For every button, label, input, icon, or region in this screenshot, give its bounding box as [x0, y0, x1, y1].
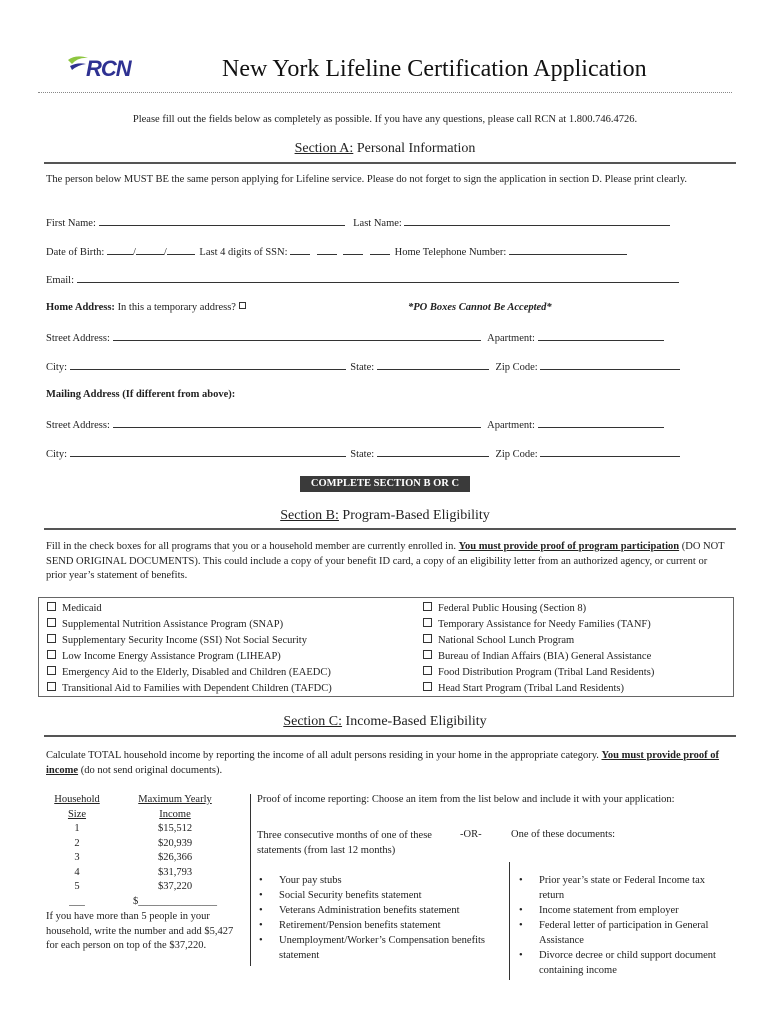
- last-name-field[interactable]: [404, 216, 670, 226]
- household-size: 1: [74, 823, 80, 834]
- section-a-rule: [44, 162, 736, 164]
- street-address-field[interactable]: [113, 331, 481, 341]
- documents-list: [517, 873, 729, 978]
- first-name-label: First Name:: [46, 218, 96, 229]
- intro-text: Please fill out the fields below as completely as possible. If you have any questions, please call RCN at 1.800.746.4726.: [132, 114, 638, 125]
- household-size: 5: [74, 881, 80, 892]
- rcn-logo: [66, 54, 146, 84]
- checkbox[interactable]: [423, 682, 432, 691]
- checkbox[interactable]: [423, 602, 432, 611]
- section-c-proof-required: You must provide proof of income: [46, 750, 719, 776]
- program-label: Transitional Aid to Families with Dependent Children (TAFDC): [62, 683, 332, 694]
- ssn-digit-3[interactable]: [343, 245, 363, 255]
- mailing-city-row: [46, 447, 680, 460]
- checkbox[interactable]: [47, 650, 56, 659]
- program-label: Supplemental Nutrition Assistance Program (SNAP): [62, 619, 284, 630]
- three-months-list: [257, 873, 509, 963]
- complete-section-banner: COMPLETE SECTION B OR C: [300, 476, 470, 492]
- program-checkbox-item[interactable]: [423, 681, 654, 697]
- section-c-title: [38, 714, 732, 730]
- program-checkbox-item[interactable]: [423, 601, 654, 617]
- list-item: • Veterans Administration benefits statement: [257, 903, 509, 918]
- name-row: [46, 216, 670, 229]
- program-label: Supplementary Security Income (SSI) Not Social Security: [62, 635, 307, 646]
- income-table-header-2: [46, 808, 242, 823]
- max-income: $37,220: [157, 881, 193, 892]
- household-size: 2: [74, 837, 80, 849]
- home-address-label: Home Address:: [46, 302, 115, 313]
- checkbox[interactable]: [47, 618, 56, 627]
- col-header-income: Income: [159, 808, 191, 820]
- mailing-apartment-label: Apartment:: [487, 420, 535, 431]
- income-table-header: [46, 793, 242, 808]
- mailing-city-label: City:: [46, 449, 68, 460]
- list-item: • Retirement/Pension benefits statement: [257, 918, 509, 933]
- household-size: 3: [74, 852, 80, 863]
- mailing-zip-label: Zip Code:: [495, 449, 538, 460]
- header-divider: [38, 92, 732, 93]
- household-size: 4: [74, 866, 80, 878]
- section-b-rule: [44, 528, 736, 530]
- section-a-prefix: Section A:: [294, 141, 354, 156]
- col-header-size: Size: [67, 808, 87, 820]
- section-a-title: [38, 141, 732, 157]
- more-than-5-note: If you have more than 5 people in your household, write the number and add $5,427 for each person on top of the $37,220.: [46, 911, 234, 951]
- income-table: [46, 793, 242, 909]
- three-months-text: Three consecutive months of one of these statements (from last 12 months): [257, 830, 432, 856]
- mailing-apartment-field[interactable]: [538, 418, 664, 428]
- checkbox[interactable]: [47, 602, 56, 611]
- city-label: City:: [46, 362, 68, 373]
- section-b-name: Program-Based Eligibility: [342, 508, 490, 523]
- state-field[interactable]: [377, 360, 489, 370]
- dob-month-field[interactable]: [107, 245, 133, 255]
- ssn-digit-1[interactable]: [290, 245, 310, 255]
- section-b-proof-required: You must provide proof of program participation: [458, 541, 680, 552]
- program-label: Medicaid: [62, 603, 102, 614]
- city-row: [46, 360, 680, 373]
- mailing-state-field[interactable]: [377, 447, 489, 457]
- mailing-street-row: [46, 418, 664, 431]
- table-row: [46, 866, 242, 881]
- or-text: -OR-: [460, 829, 482, 840]
- mailing-address-label: Mailing Address (If different from above):: [46, 389, 236, 400]
- program-checkbox-item[interactable]: [423, 617, 654, 633]
- mailing-city-field[interactable]: [70, 447, 346, 457]
- section-c-rule: [44, 735, 736, 737]
- mailing-street-field[interactable]: [113, 418, 481, 428]
- programs-box: [38, 597, 734, 697]
- household-size-field[interactable]: ___: [69, 895, 85, 907]
- max-income: $20,939: [157, 837, 193, 849]
- program-checkbox-item[interactable]: [47, 665, 332, 681]
- home-address-row: [46, 302, 246, 313]
- checkbox[interactable]: [423, 666, 432, 675]
- section-a-instructions: The person below MUST BE the same person applying for Lifeline service. Please do not forget to sign the application in section D. Please print clearly.: [46, 174, 688, 185]
- table-row-blank: [46, 895, 242, 910]
- apartment-label: Apartment:: [487, 333, 535, 344]
- list-item: • Unemployment/Worker’s Compensation benefits statement: [257, 933, 509, 963]
- max-income: $26,366: [157, 852, 193, 863]
- col-header-household: Household: [54, 794, 100, 805]
- list-item: • Prior year’s state or Federal Income tax return: [517, 873, 729, 903]
- home-phone-label: Home Telephone Number:: [394, 247, 507, 258]
- table-row: [46, 851, 242, 866]
- home-phone-field[interactable]: [509, 245, 627, 255]
- program-checkbox-item[interactable]: [47, 601, 332, 617]
- dob-year-field[interactable]: [167, 245, 195, 255]
- zip-label: Zip Code:: [495, 362, 538, 373]
- one-of-text: One of these documents:: [511, 829, 616, 840]
- state-label: State:: [350, 362, 375, 373]
- checkbox[interactable]: [423, 634, 432, 643]
- program-label: Emergency Aid to the Elderly, Disabled and Children (EAEDC): [62, 667, 331, 678]
- email-field[interactable]: [77, 273, 679, 283]
- program-checkbox-item[interactable]: [47, 681, 332, 697]
- program-label: Temporary Assistance for Needy Families (TANF): [438, 619, 651, 630]
- checkbox[interactable]: [423, 650, 432, 659]
- checkbox[interactable]: [47, 634, 56, 643]
- section-b-instructions: [46, 540, 730, 584]
- program-label: National School Lunch Program: [438, 635, 575, 646]
- list-item: • Social Security benefits statement: [257, 888, 509, 903]
- table-row: [46, 822, 242, 837]
- mailing-zip-field[interactable]: [540, 447, 680, 457]
- checkbox[interactable]: [47, 666, 56, 675]
- email-row: [46, 273, 679, 286]
- section-c-instr-text-2: (do not send original documents).: [80, 764, 223, 776]
- section-b-prefix: Section B:: [280, 508, 339, 523]
- dob-label: Date of Birth:: [46, 247, 105, 258]
- zip-field[interactable]: [540, 360, 680, 370]
- program-checkbox-item[interactable]: [423, 633, 654, 649]
- program-checkbox-item[interactable]: [47, 633, 332, 649]
- programs-left-column: [47, 601, 332, 697]
- city-field[interactable]: [70, 360, 346, 370]
- ssn-digit-4[interactable]: [370, 245, 390, 255]
- list-item: • Your pay stubs: [257, 873, 509, 888]
- mailing-state-label: State:: [350, 449, 375, 460]
- logo-text: RCN: [86, 56, 131, 81]
- section-b-instr-text: Fill in the check boxes for all programs that you or a household member are currently enrolled in.: [46, 541, 456, 552]
- table-row: [46, 880, 242, 895]
- section-b-instr-text-2: (DO NOT SEND ORIGINAL DOCUMENTS). This could include a copy of your benefit ID card, a copy of an eligibility letter from an authorized agency, or current or prior year’s statement of benefits.: [46, 541, 725, 581]
- checkbox[interactable]: [47, 682, 56, 691]
- street-row: [46, 331, 664, 344]
- program-label: Federal Public Housing (Section 8): [438, 603, 587, 614]
- ssn-digit-2[interactable]: [317, 245, 337, 255]
- ssn-label: Last 4 digits of SSN:: [199, 247, 288, 258]
- section-c-prefix: Section C:: [283, 714, 343, 729]
- program-label: Bureau of Indian Affairs (BIA) General Assistance: [438, 651, 652, 662]
- apartment-field[interactable]: [538, 331, 664, 341]
- page-title: New York Lifeline Certification Application: [222, 56, 647, 82]
- max-income: $15,512: [157, 823, 193, 834]
- po-boxes-note: *PO Boxes Cannot Be Accepted*: [408, 302, 552, 313]
- program-label: Low Income Energy Assistance Program (LIHEAP): [62, 651, 281, 662]
- income-divider: [250, 794, 251, 966]
- documents-divider: [509, 862, 510, 980]
- checkbox[interactable]: [423, 618, 432, 627]
- dob-row: Date of Birth: / / Last 4 digits of SSN: Home Telephone Number:: [46, 245, 627, 258]
- last-name-label: Last Name:: [353, 218, 402, 229]
- mailing-street-label: Street Address:: [46, 420, 110, 431]
- table-row: [46, 837, 242, 852]
- col-header-max-income: Maximum Yearly: [138, 794, 212, 805]
- programs-right-column: [423, 601, 654, 697]
- program-checkbox-item[interactable]: [47, 617, 332, 633]
- section-c-instr-text: Calculate TOTAL household income by reporting the income of all adult persons residing in your home in the appropriate category.: [46, 750, 599, 761]
- dob-day-field[interactable]: [136, 245, 164, 255]
- temporary-address-question: In this a temporary address?: [117, 302, 236, 313]
- list-item: • Income statement from employer: [517, 903, 729, 918]
- program-label: Food Distribution Program (Tribal Land Residents): [438, 667, 655, 678]
- max-income: $31,793: [157, 866, 193, 878]
- program-checkbox-item[interactable]: [423, 665, 654, 681]
- program-label: Head Start Program (Tribal Land Residents): [438, 683, 624, 694]
- street-address-label: Street Address:: [46, 333, 110, 344]
- section-b-title: [38, 508, 732, 524]
- section-c-instructions: [46, 749, 730, 778]
- program-checkbox-item[interactable]: [47, 649, 332, 665]
- list-item: • Federal letter of participation in General Assistance: [517, 918, 729, 948]
- program-checkbox-item[interactable]: [423, 649, 654, 665]
- first-name-field[interactable]: [99, 216, 345, 226]
- max-income-field[interactable]: $_______________: [133, 895, 217, 907]
- email-label: Email:: [46, 275, 74, 286]
- section-c-name: Income-Based Eligibility: [345, 714, 487, 729]
- section-a-name: Personal Information: [356, 141, 476, 156]
- proof-intro: Proof of income reporting: Choose an item from the list below and include it with your application:: [257, 794, 675, 805]
- temporary-address-checkbox[interactable]: [239, 302, 246, 309]
- list-item: • Divorce decree or child support document containing income: [517, 948, 729, 978]
